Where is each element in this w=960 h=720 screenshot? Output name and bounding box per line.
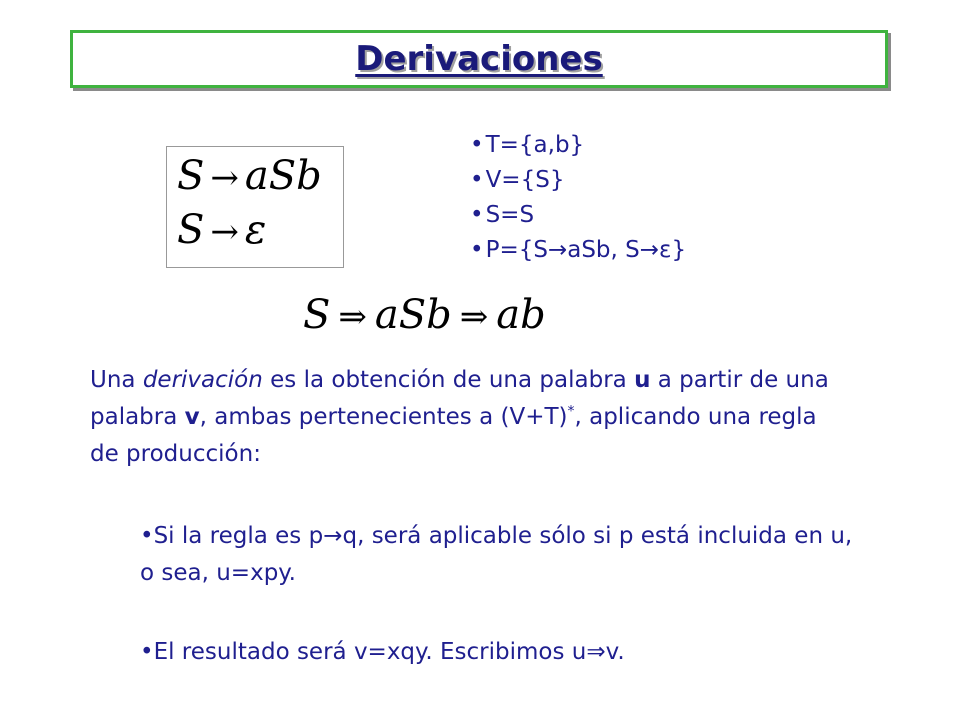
title-box: [70, 30, 888, 88]
kleene-star: *: [567, 403, 575, 420]
list-item: • S=S: [470, 198, 686, 233]
derivation-step-3: ab: [496, 292, 546, 338]
grammar-rules-box: [166, 146, 344, 268]
word-u: u: [634, 367, 651, 393]
rule-1-arrow: →: [210, 158, 239, 198]
derives-arrow: ⇒: [338, 297, 367, 337]
list-item: • T={a,b}: [470, 128, 686, 163]
paragraph-text: es la obtención de una palabra: [262, 367, 635, 393]
list-item: • P={S→aSb, S→ε}: [470, 233, 686, 268]
derives-arrow: ⇒: [459, 297, 489, 337]
production-rule-2: [177, 207, 266, 253]
rule-applicability-bullet: •Si la regla es p→q, será aplicable sólo si p está incluida en u, o sea, u=xpy.: [140, 523, 853, 586]
paragraph-text: a partir de una palabra: [90, 367, 829, 430]
page-title: Derivaciones: [355, 39, 603, 79]
rule-1-lhs: S: [177, 153, 205, 199]
production-rule-1: [177, 153, 322, 199]
paragraph-text: , aplicando una regla de producción:: [90, 404, 817, 467]
definition-paragraph: [90, 362, 850, 473]
word-v: v: [184, 404, 200, 430]
rule-1-rhs: aSb: [244, 153, 322, 199]
rule-2-arrow: →: [210, 212, 239, 252]
derivation-example: [303, 292, 546, 338]
list-item: • V={S}: [470, 163, 686, 198]
paragraph-text: Una: [90, 367, 143, 393]
rule-2-lhs: S: [177, 207, 205, 253]
paragraph-text: , ambas pertenecientes a (V+T): [199, 404, 568, 430]
rule-2-rhs: ε: [244, 207, 267, 253]
grammar-components-list: [470, 128, 686, 268]
derivation-step-1: S: [303, 292, 331, 338]
derivation-step-2: aSb: [374, 292, 452, 338]
defined-term: derivación: [142, 367, 263, 393]
result-bullet: •El resultado será v=xqy. Escribimos u⇒v.: [140, 639, 625, 665]
